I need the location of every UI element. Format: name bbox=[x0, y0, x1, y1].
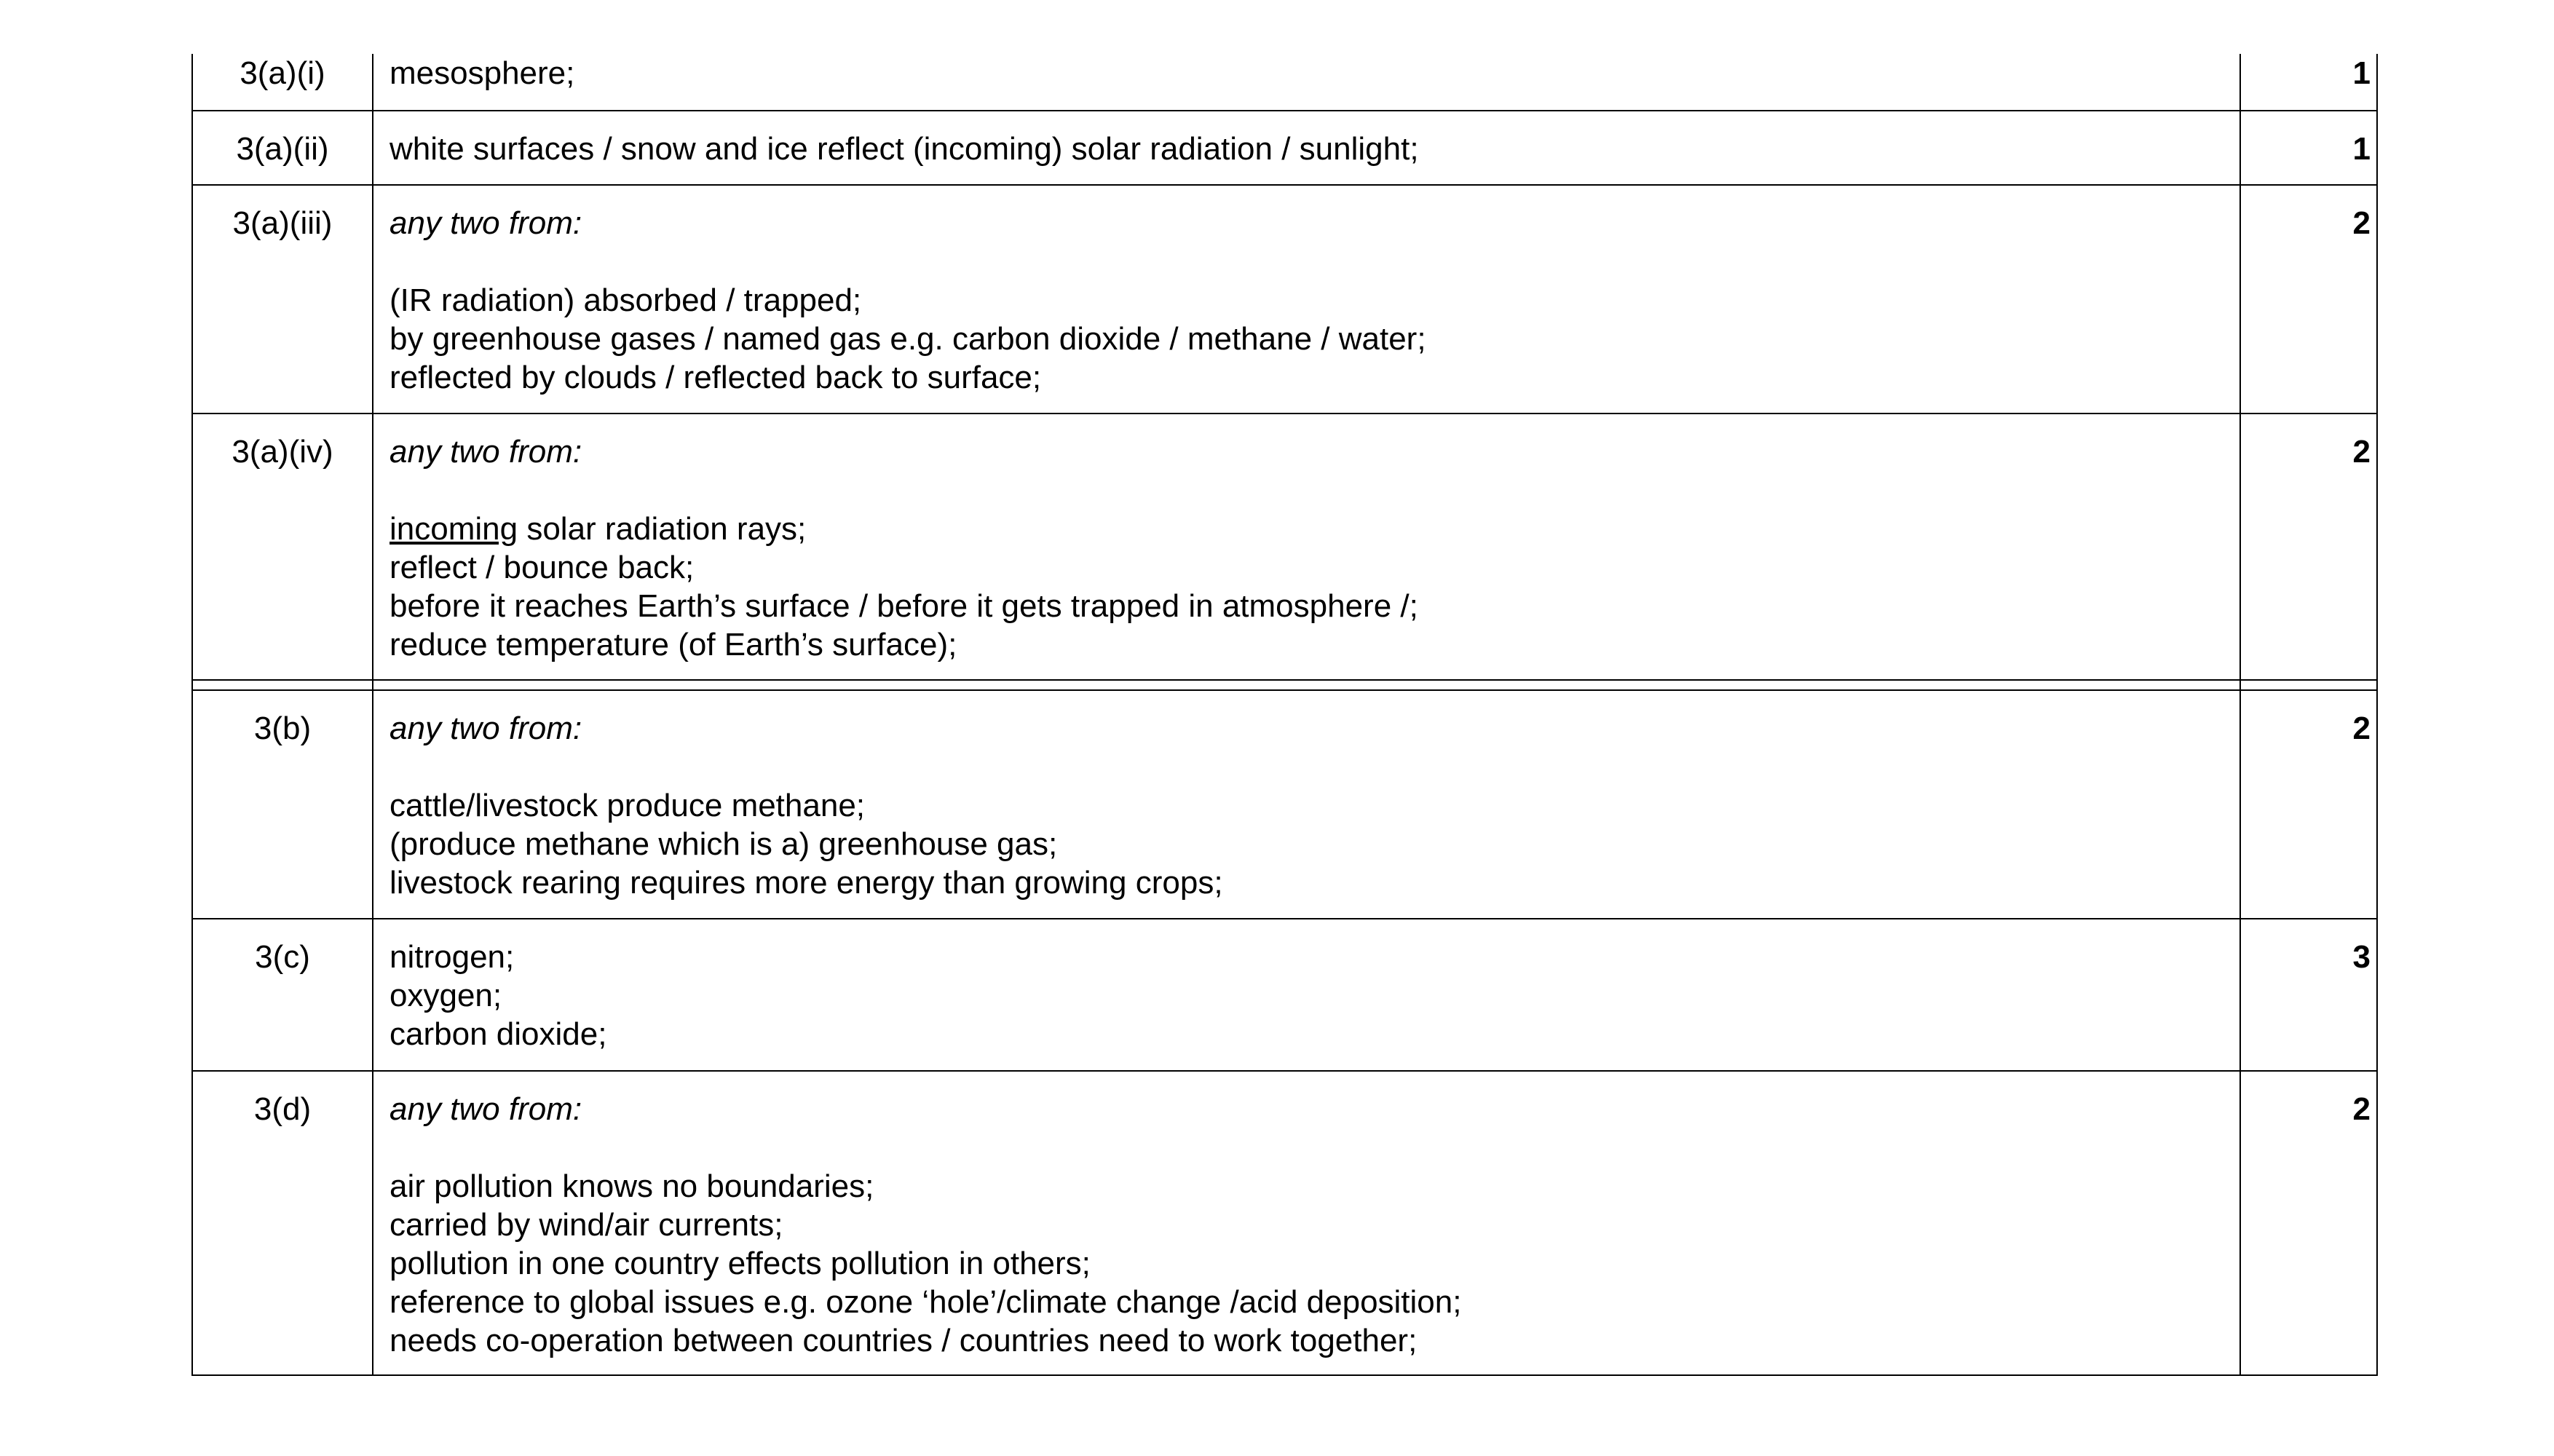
answer-line: reflected by clouds / reflected back to surface; bbox=[390, 360, 1042, 395]
divider-cell bbox=[373, 680, 2240, 690]
answer-line: mesosphere; bbox=[390, 55, 575, 91]
marks-value: 2 bbox=[2352, 205, 2371, 241]
row-divider bbox=[192, 680, 2377, 690]
marks-value: 2 bbox=[2352, 1091, 2371, 1127]
marks-cell bbox=[2240, 414, 2377, 680]
answer-cell bbox=[373, 111, 2240, 185]
answer-cell bbox=[373, 690, 2240, 919]
marks-cell bbox=[2240, 690, 2377, 919]
answer-line: pollution in one country effects pollution in others; bbox=[390, 1246, 1091, 1281]
answer-line: reflect / bounce back; bbox=[390, 550, 695, 585]
table-row bbox=[192, 185, 2377, 414]
table-row bbox=[192, 54, 2377, 111]
answer-cell bbox=[373, 1071, 2240, 1375]
answer-cell bbox=[373, 185, 2240, 414]
answer-line: carried by wind/air currents; bbox=[390, 1207, 783, 1243]
table-row bbox=[192, 690, 2377, 919]
marks-value: 2 bbox=[2352, 434, 2371, 470]
table-row bbox=[192, 111, 2377, 185]
marks-value: 3 bbox=[2352, 939, 2371, 975]
underlined-keyword: incoming bbox=[390, 511, 518, 547]
question-number bbox=[192, 111, 373, 185]
marks-cell bbox=[2240, 185, 2377, 414]
answer-line bbox=[390, 510, 2225, 548]
answer-line: before it reaches Earth’s surface / before it gets trapped in atmosphere /; bbox=[390, 588, 1418, 624]
answer-line: by greenhouse gases / named gas e.g. carbon dioxide / methane / water; bbox=[390, 321, 1426, 357]
question-number bbox=[192, 185, 373, 414]
mark-scheme-table bbox=[191, 54, 2378, 1376]
answer-line: oxygen; bbox=[390, 978, 502, 1013]
question-number-text: 3(c) bbox=[255, 939, 310, 975]
divider-cell bbox=[192, 680, 373, 690]
answer-intro: any two from: bbox=[390, 1091, 582, 1127]
answer-line: cattle/livestock produce methane; bbox=[390, 788, 866, 823]
table-row bbox=[192, 414, 2377, 680]
question-number-text: 3(a)(ii) bbox=[236, 131, 329, 167]
answer-cell bbox=[373, 54, 2240, 111]
answer-line: reduce temperature (of Earth’s surface); bbox=[390, 627, 957, 662]
answer-line: needs co-operation between countries / countries need to work together; bbox=[390, 1323, 1418, 1358]
marks-cell bbox=[2240, 919, 2377, 1071]
answer-intro: any two from: bbox=[390, 205, 582, 241]
question-number bbox=[192, 690, 373, 919]
question-number bbox=[192, 414, 373, 680]
answer-line: air pollution knows no boundaries; bbox=[390, 1168, 874, 1204]
marks-value: 1 bbox=[2352, 55, 2371, 91]
answer-intro: any two from: bbox=[390, 434, 582, 470]
question-number-text: 3(a)(iv) bbox=[232, 434, 333, 470]
question-number bbox=[192, 1071, 373, 1375]
answer-line: reference to global issues e.g. ozone ‘hole’/climate change /acid deposition; bbox=[390, 1284, 1462, 1320]
answer-cell bbox=[373, 919, 2240, 1071]
table-row bbox=[192, 1071, 2377, 1375]
question-number-text: 3(a)(iii) bbox=[232, 205, 333, 241]
answer-line: (produce methane which is a) greenhouse gas; bbox=[390, 826, 1058, 862]
marks-cell bbox=[2240, 1071, 2377, 1375]
question-number-text: 3(b) bbox=[253, 711, 312, 746]
marks-cell bbox=[2240, 111, 2377, 185]
answer-intro: any two from: bbox=[390, 711, 582, 746]
answer-cell bbox=[373, 414, 2240, 680]
answer-line: carbon dioxide; bbox=[390, 1016, 607, 1052]
question-number-text: 3(d) bbox=[253, 1091, 312, 1127]
marks-cell bbox=[2240, 54, 2377, 111]
answer-line: white surfaces / snow and ice reflect (incoming) solar radiation / sunlight; bbox=[390, 131, 1419, 167]
table-row bbox=[192, 919, 2377, 1071]
question-number bbox=[192, 54, 373, 111]
answer-line: livestock rearing requires more energy than growing crops; bbox=[390, 865, 1223, 901]
divider-cell bbox=[2240, 680, 2377, 690]
answer-line: nitrogen; bbox=[390, 939, 515, 975]
answer-line: (IR radiation) absorbed / trapped; bbox=[390, 282, 862, 318]
marks-value: 2 bbox=[2352, 711, 2371, 746]
marks-value: 1 bbox=[2352, 131, 2371, 167]
answer-line-rest: solar radiation rays; bbox=[518, 511, 807, 547]
question-number bbox=[192, 919, 373, 1071]
question-number-text: 3(a)(i) bbox=[240, 55, 325, 91]
